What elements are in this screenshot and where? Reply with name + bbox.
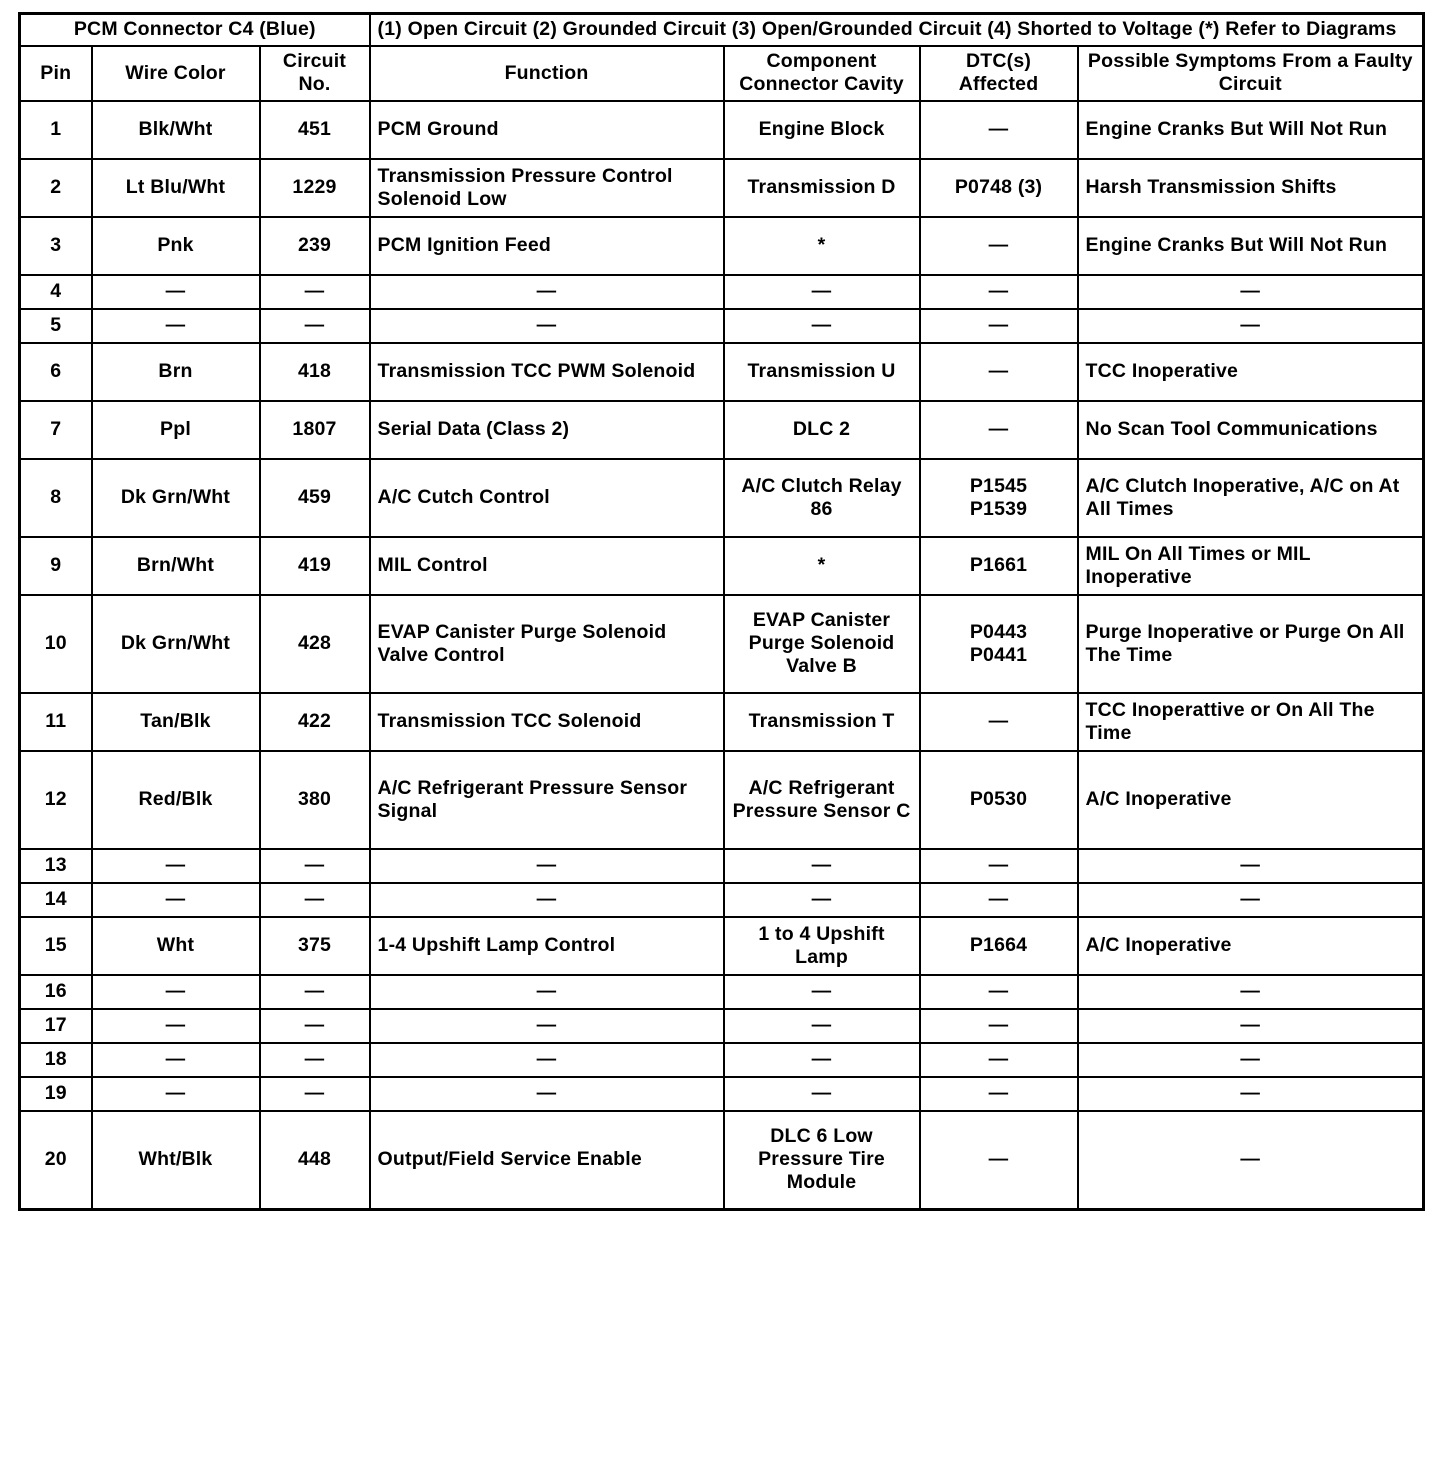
cell-circuit-no: — <box>260 275 370 309</box>
cell-pin: 5 <box>20 309 92 343</box>
cell-pin: 15 <box>20 917 92 975</box>
cell-function: Transmission Pressure Control Solenoid Low <box>370 159 724 217</box>
cell-wire-color: Brn/Wht <box>92 537 260 595</box>
cell-circuit-no: — <box>260 1043 370 1077</box>
cell-function: — <box>370 309 724 343</box>
cell-wire-color: Wht/Blk <box>92 1111 260 1209</box>
cell-dtc: — <box>920 883 1078 917</box>
cell-dtc: — <box>920 1077 1078 1111</box>
cell-symptom: A/C Clutch Inoperative, A/C on At All Times <box>1078 459 1424 537</box>
cell-symptom: TCC Inoperative <box>1078 343 1424 401</box>
cell-dtc: — <box>920 1111 1078 1209</box>
cell-dtc: — <box>920 849 1078 883</box>
table-row <box>20 159 1424 217</box>
table-row <box>20 975 1424 1009</box>
cell-circuit-no: 428 <box>260 595 370 693</box>
table-row <box>20 883 1424 917</box>
cell-wire-color: — <box>92 1043 260 1077</box>
cell-wire-color: Wht <box>92 917 260 975</box>
cell-wire-color: Pnk <box>92 217 260 275</box>
cell-function: — <box>370 1043 724 1077</box>
cell-wire-color: — <box>92 1009 260 1043</box>
cell-pin: 4 <box>20 275 92 309</box>
header-symptoms: Possible Symptoms From a Faulty Circuit <box>1078 46 1424 101</box>
table-row <box>20 401 1424 459</box>
cell-wire-color: Brn <box>92 343 260 401</box>
table-row <box>20 751 1424 849</box>
cell-dtc: — <box>920 1043 1078 1077</box>
cell-pin: 7 <box>20 401 92 459</box>
header-dtc: DTC(s) Affected <box>920 46 1078 101</box>
cell-pin: 6 <box>20 343 92 401</box>
cell-dtc: P1661 <box>920 537 1078 595</box>
cell-cavity: — <box>724 1043 920 1077</box>
cell-function: A/C Cutch Control <box>370 459 724 537</box>
cell-function: — <box>370 1077 724 1111</box>
cell-circuit-no: 459 <box>260 459 370 537</box>
cell-symptom: Harsh Transmission Shifts <box>1078 159 1424 217</box>
table-row <box>20 309 1424 343</box>
cell-symptom: A/C Inoperative <box>1078 917 1424 975</box>
table-row <box>20 595 1424 693</box>
cell-function: Transmission TCC PWM Solenoid <box>370 343 724 401</box>
cell-symptom: MIL On All Times or MIL Inoperative <box>1078 537 1424 595</box>
cell-cavity: * <box>724 537 920 595</box>
cell-symptom: — <box>1078 309 1424 343</box>
cell-circuit-no: — <box>260 309 370 343</box>
cell-function: — <box>370 849 724 883</box>
cell-cavity: Transmission T <box>724 693 920 751</box>
cell-circuit-no: 375 <box>260 917 370 975</box>
cell-wire-color: — <box>92 849 260 883</box>
cell-function: — <box>370 883 724 917</box>
cell-wire-color: Ppl <box>92 401 260 459</box>
cell-symptom: — <box>1078 275 1424 309</box>
cell-function: PCM Ground <box>370 101 724 159</box>
cell-wire-color: — <box>92 1077 260 1111</box>
cell-dtc: — <box>920 275 1078 309</box>
table-header-row <box>20 46 1424 101</box>
cell-pin: 13 <box>20 849 92 883</box>
table-row <box>20 1009 1424 1043</box>
cell-pin: 9 <box>20 537 92 595</box>
cell-cavity: EVAP Canister Purge Solenoid Valve B <box>724 595 920 693</box>
cell-symptom: Engine Cranks But Will Not Run <box>1078 101 1424 159</box>
cell-pin: 11 <box>20 693 92 751</box>
cell-function: PCM Ignition Feed <box>370 217 724 275</box>
cell-symptom: — <box>1078 975 1424 1009</box>
cell-function: Serial Data (Class 2) <box>370 401 724 459</box>
cell-wire-color: — <box>92 309 260 343</box>
cell-symptom: — <box>1078 849 1424 883</box>
table-row <box>20 275 1424 309</box>
cell-pin: 10 <box>20 595 92 693</box>
cell-cavity: — <box>724 275 920 309</box>
cell-symptom: Engine Cranks But Will Not Run <box>1078 217 1424 275</box>
cell-wire-color: — <box>92 275 260 309</box>
table-row <box>20 1043 1424 1077</box>
cell-symptom: — <box>1078 883 1424 917</box>
cell-dtc: — <box>920 1009 1078 1043</box>
cell-function: Output/Field Service Enable <box>370 1111 724 1209</box>
header-pin: Pin <box>20 46 92 101</box>
cell-pin: 19 <box>20 1077 92 1111</box>
cell-dtc: — <box>920 309 1078 343</box>
cell-dtc: — <box>920 975 1078 1009</box>
cell-circuit-no: 451 <box>260 101 370 159</box>
cell-symptom: A/C Inoperative <box>1078 751 1424 849</box>
cell-cavity: Transmission U <box>724 343 920 401</box>
cell-cavity: 1 to 4 Upshift Lamp <box>724 917 920 975</box>
cell-symptom: No Scan Tool Communications <box>1078 401 1424 459</box>
cell-wire-color: Blk/Wht <box>92 101 260 159</box>
cell-cavity: Engine Block <box>724 101 920 159</box>
cell-function: Transmission TCC Solenoid <box>370 693 724 751</box>
cell-cavity: DLC 2 <box>724 401 920 459</box>
cell-symptom: — <box>1078 1111 1424 1209</box>
cell-pin: 2 <box>20 159 92 217</box>
cell-cavity: — <box>724 975 920 1009</box>
cell-circuit-no: 419 <box>260 537 370 595</box>
table-row <box>20 459 1424 537</box>
cell-wire-color: Lt Blu/Wht <box>92 159 260 217</box>
cell-cavity: — <box>724 309 920 343</box>
table-row <box>20 1077 1424 1111</box>
table-head <box>20 14 1424 102</box>
cell-wire-color: — <box>92 883 260 917</box>
cell-wire-color: Dk Grn/Wht <box>92 595 260 693</box>
cell-circuit-no: 418 <box>260 343 370 401</box>
table-body <box>20 101 1424 1209</box>
cell-dtc: — <box>920 693 1078 751</box>
cell-circuit-no: — <box>260 1077 370 1111</box>
cell-wire-color: Tan/Blk <box>92 693 260 751</box>
cell-cavity: — <box>724 1009 920 1043</box>
cell-circuit-no: — <box>260 849 370 883</box>
cell-pin: 8 <box>20 459 92 537</box>
cell-circuit-no: — <box>260 975 370 1009</box>
table-row <box>20 917 1424 975</box>
cell-symptom: — <box>1078 1043 1424 1077</box>
cell-dtc: P0530 <box>920 751 1078 849</box>
cell-circuit-no: 380 <box>260 751 370 849</box>
cell-pin: 16 <box>20 975 92 1009</box>
cell-wire-color: Dk Grn/Wht <box>92 459 260 537</box>
header-cavity: Component Connector Cavity <box>724 46 920 101</box>
pcm-connector-table <box>18 12 1425 1211</box>
cell-cavity: — <box>724 1077 920 1111</box>
cell-cavity: DLC 6 Low Pressure Tire Module <box>724 1111 920 1209</box>
cell-wire-color: Red/Blk <box>92 751 260 849</box>
cell-function: EVAP Canister Purge Solenoid Valve Control <box>370 595 724 693</box>
connector-title: PCM Connector C4 (Blue) <box>20 14 370 47</box>
cell-function: — <box>370 275 724 309</box>
cell-pin: 12 <box>20 751 92 849</box>
table-row <box>20 1111 1424 1209</box>
cell-circuit-no: 448 <box>260 1111 370 1209</box>
cell-dtc: P0443 P0441 <box>920 595 1078 693</box>
cell-function: A/C Refrigerant Pressure Sensor Signal <box>370 751 724 849</box>
cell-cavity: — <box>724 883 920 917</box>
cell-dtc: P0748 (3) <box>920 159 1078 217</box>
cell-dtc: P1664 <box>920 917 1078 975</box>
cell-circuit-no: 1229 <box>260 159 370 217</box>
header-circuit-no: Circuit No. <box>260 46 370 101</box>
table-row <box>20 537 1424 595</box>
cell-pin: 1 <box>20 101 92 159</box>
header-function: Function <box>370 46 724 101</box>
cell-function: — <box>370 975 724 1009</box>
cell-dtc: — <box>920 217 1078 275</box>
cell-circuit-no: — <box>260 883 370 917</box>
cell-dtc: — <box>920 101 1078 159</box>
legend-note: (1) Open Circuit (2) Grounded Circuit (3) Open/Grounded Circuit (4) Shorted to Voltage (*) Refer to Diagrams <box>370 14 1424 47</box>
table-row <box>20 693 1424 751</box>
table-row <box>20 101 1424 159</box>
cell-cavity: A/C Refrigerant Pressure Sensor C <box>724 751 920 849</box>
table-row <box>20 849 1424 883</box>
table-title-row <box>20 14 1424 47</box>
cell-function: 1-4 Upshift Lamp Control <box>370 917 724 975</box>
cell-symptom: TCC Inoperattive or On All The Time <box>1078 693 1424 751</box>
cell-symptom: — <box>1078 1009 1424 1043</box>
cell-wire-color: — <box>92 975 260 1009</box>
cell-circuit-no: — <box>260 1009 370 1043</box>
table-row <box>20 343 1424 401</box>
header-wire-color: Wire Color <box>92 46 260 101</box>
cell-circuit-no: 239 <box>260 217 370 275</box>
cell-dtc: — <box>920 343 1078 401</box>
cell-cavity: Transmission D <box>724 159 920 217</box>
cell-pin: 20 <box>20 1111 92 1209</box>
cell-dtc: P1545 P1539 <box>920 459 1078 537</box>
cell-pin: 3 <box>20 217 92 275</box>
cell-function: MIL Control <box>370 537 724 595</box>
cell-cavity: * <box>724 217 920 275</box>
cell-cavity: — <box>724 849 920 883</box>
table-row <box>20 217 1424 275</box>
cell-pin: 14 <box>20 883 92 917</box>
cell-circuit-no: 1807 <box>260 401 370 459</box>
cell-symptom: Purge Inoperative or Purge On All The Time <box>1078 595 1424 693</box>
cell-symptom: — <box>1078 1077 1424 1111</box>
cell-pin: 17 <box>20 1009 92 1043</box>
cell-function: — <box>370 1009 724 1043</box>
cell-cavity: A/C Clutch Relay 86 <box>724 459 920 537</box>
cell-circuit-no: 422 <box>260 693 370 751</box>
cell-dtc: — <box>920 401 1078 459</box>
cell-pin: 18 <box>20 1043 92 1077</box>
